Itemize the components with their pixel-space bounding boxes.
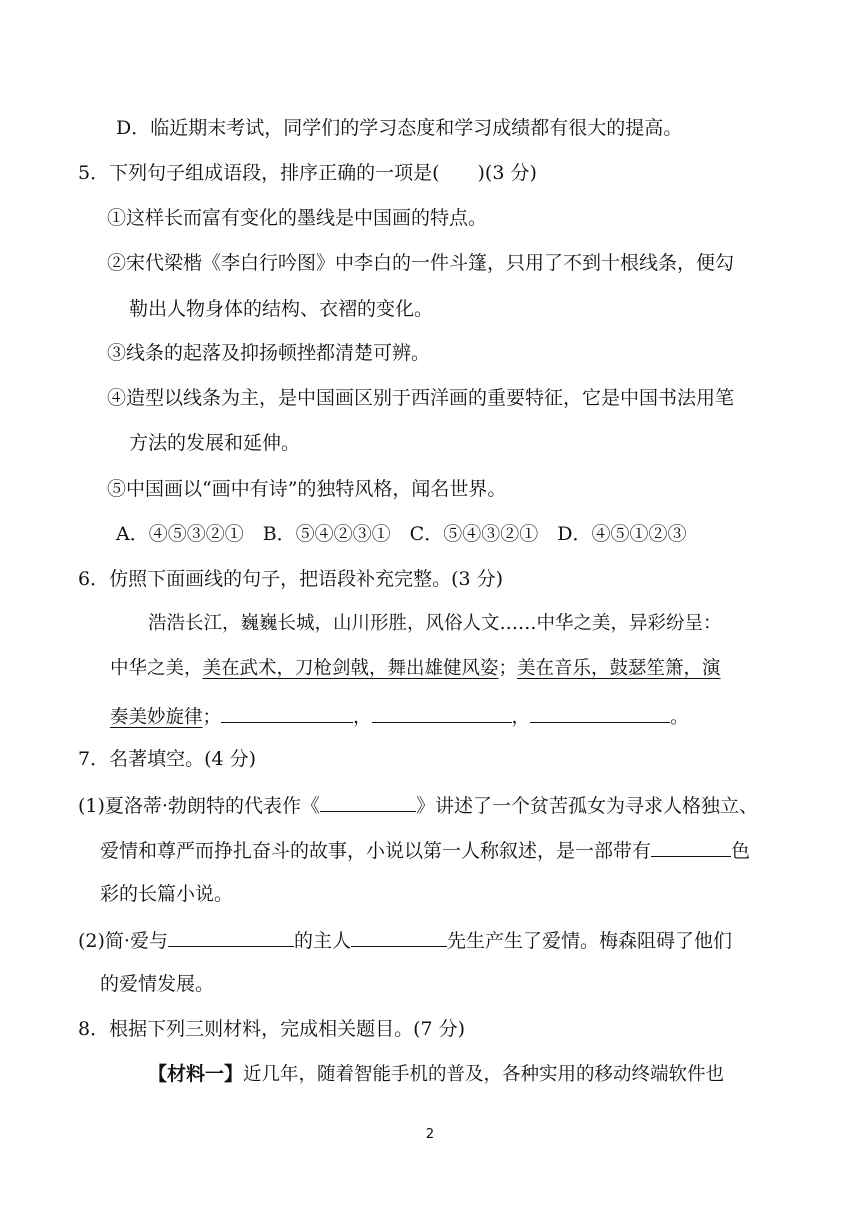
q6-comma-1: ， [353, 707, 372, 728]
q5-sentence-2b: 勒出人物身体的结构、衣褶的变化。 [129, 298, 434, 320]
q5-sentence-4b: 方法的发展和延伸。 [129, 432, 301, 454]
q8-material-1-text: 近几年，随着智能手机的普及，各种实用的移动终端软件也 [243, 1064, 725, 1085]
q7-item1b-prefix: 爱情和尊严而挣扎奋斗的故事，小说以第一人称叙述，是一部带有 [100, 840, 652, 862]
q5-stem: 5．下列句子组成语段，排序正确的一项是( )(3 分) [78, 162, 537, 184]
q7-item1-suffix: 》讲述了一个贫苦孤女为寻求人格独立、 [415, 795, 758, 817]
q5-sentence-1: ①这样长而富有变化的墨线是中国画的特点。 [107, 207, 488, 229]
q5-sentence-3: ③线条的起落及抑扬顿挫都清楚可辨。 [107, 342, 431, 364]
q5-sentence-5: ⑤中国画以“画中有诗”的独特风格，闻名世界。 [107, 478, 507, 500]
q7-blank-color[interactable] [651, 836, 731, 857]
q6-stem: 6．仿照下面画线的句子，把语段补充完整。(3 分) [78, 568, 504, 590]
q7-item2-suffix: 先生产生了爱情。梅森阻碍了他们 [446, 930, 732, 952]
page-number: 2 [425, 1127, 435, 1142]
q7-blank-place[interactable] [168, 926, 294, 947]
q6-comma-2: ， [511, 707, 531, 728]
q5-sentence-4a: ④造型以线条为主，是中国画区别于西洋画的重要特征，它是中国书法用笔 [107, 387, 735, 409]
q6-paragraph-line3 [110, 702, 689, 731]
q5-sentence-2a: ②宋代梁楷《李白行吟图》中李白的一件斗篷，只用了不到十根线条，便勾 [107, 252, 735, 274]
q6-blank-2[interactable] [372, 702, 512, 723]
q6-underlined-2b: 奏美妙旋律 [110, 707, 203, 728]
q6-period: 。 [670, 707, 689, 728]
q5-options: A．④⑤③②① B．⑤④②③① C．⑤④③②① D．④⑤①②③ [116, 523, 687, 545]
q6-separator-2: ； [202, 707, 222, 728]
q7-item1b-suffix: 色 [731, 840, 751, 862]
q4-option-d: D．临近期末考试，同学们的学习态度和学习成绩都有很大的提高。 [116, 117, 683, 139]
q7-item1-line2 [100, 836, 750, 864]
q7-blank-book-title[interactable] [320, 791, 416, 812]
q6-underlined-1: 美在武术，刀枪剑戟，舞出雄健风姿 [202, 658, 499, 679]
q6-separator: ； [498, 658, 518, 679]
q7-item1-line1 [78, 791, 758, 819]
q7-item2-middle: 的主人 [293, 930, 351, 952]
q6-lead: 中华之美， [110, 658, 203, 679]
q7-item2-line2: 的爱情发展。 [100, 973, 215, 995]
q6-blank-3[interactable] [530, 702, 670, 723]
q7-item2-line1 [78, 926, 732, 954]
q7-item2-prefix: (2)简·爱与 [78, 930, 168, 952]
q7-item1-prefix: (1)夏洛蒂·勃朗特的代表作《 [78, 795, 320, 817]
q8-material-1-label: 【材料一】 [148, 1063, 244, 1085]
q8-material-1 [148, 1061, 724, 1088]
q8-stem: 8．根据下列三则材料，完成相关题目。(7 分) [78, 1018, 466, 1040]
q6-blank-1[interactable] [221, 702, 353, 723]
q7-blank-name[interactable] [351, 926, 447, 947]
q7-stem: 7．名著填空。(4 分) [78, 748, 257, 770]
q6-underlined-2a: 美在音乐，鼓瑟笙箫，演 [517, 658, 721, 679]
q6-paragraph-line1: 浩浩长江，巍巍长城，山川形胜，风俗人文……中华之美，异彩纷呈： [148, 613, 722, 634]
q6-paragraph-line2 [110, 656, 721, 682]
q7-item1-line3: 彩的长篇小说。 [100, 883, 234, 905]
